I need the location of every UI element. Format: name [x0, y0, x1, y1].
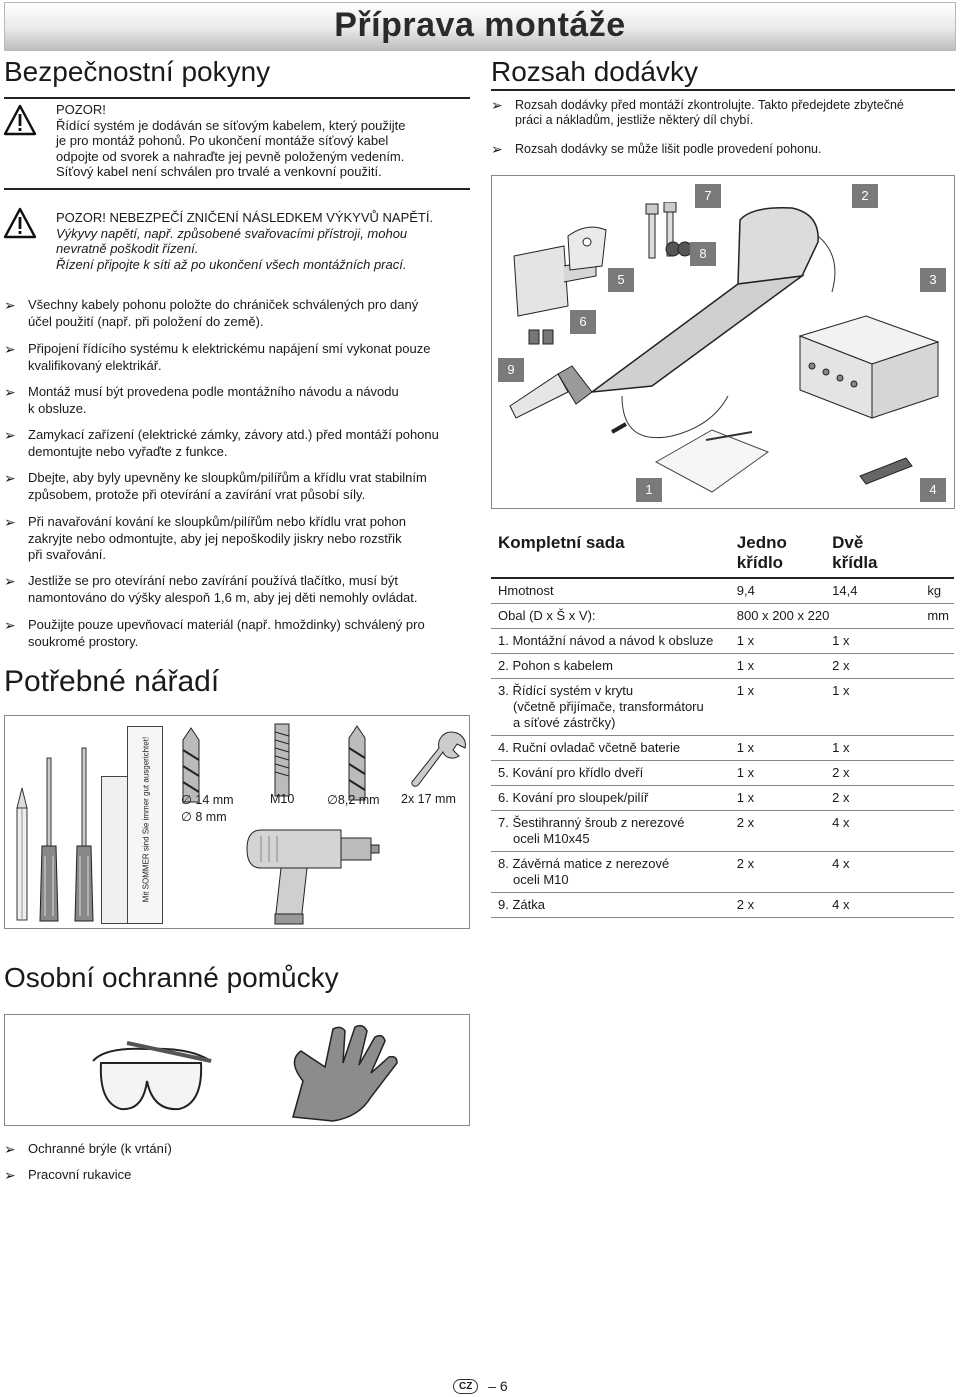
safety-glasses-icon [87, 1033, 217, 1119]
drill-size-1: ∅ 14 mm [181, 793, 234, 807]
arrow-icon: ➢ [491, 97, 503, 113]
manual-icon [652, 422, 772, 498]
kit-unit-cell: mm [920, 604, 954, 629]
delivery-figure [491, 175, 955, 509]
warning-line: je pro montáž pohonů. Po ukončení montáže síťový kabel [56, 133, 389, 148]
power-drill-icon [241, 816, 381, 928]
warning-power-cable [56, 102, 406, 180]
kit-item-cell: 9. Zátka [491, 893, 730, 918]
warning-line: Síťový kabel není schválen pro trvalé a venkovní použití. [56, 164, 382, 179]
tap-size: M10 [270, 792, 295, 806]
kit-header-cell: Jedno křídlo [730, 533, 825, 578]
kit-item-cell: 1. Montážní návod a návod k obsluze [491, 629, 730, 654]
kit-unit-cell [920, 654, 954, 679]
warning-line: odpojte od svorek a nahraďte jej pevně položeným vedením. [56, 148, 405, 164]
control-box-icon [792, 306, 942, 426]
safety-bullet: ➢ Připojení řídícího systému k elektrickému napájení smí vykonat pouze kvalifikovaný elektrikář. [4, 341, 431, 373]
language-badge: CZ [453, 1379, 478, 1394]
kit-two-cell: 4 x [825, 893, 920, 918]
safety-bullet: ➢ Jestliže se pro otevírání nebo zavírání používá tlačítko, musí být namontováno do výšky alespoň 1,6 m, aby jej děti nemohly ovládat. [4, 573, 418, 605]
warning-line: POZOR! [56, 102, 106, 117]
work-glove-icon [273, 1021, 413, 1125]
arrow-icon: ➢ [4, 427, 16, 443]
kit-item-cell: 5. Kování pro křídlo dveří [491, 761, 730, 786]
kit-unit-cell [920, 852, 954, 893]
arrow-icon: ➢ [4, 341, 16, 357]
warning-line: Řízení připojte k síti až po ukončení všech montážních prací. [56, 256, 407, 272]
kit-header-cell: Dvě křídla [825, 533, 920, 578]
arrow-icon: ➢ [4, 1141, 16, 1157]
kit-one-cell: 1 x [730, 786, 825, 811]
warning-line: POZOR! NEBEZPEČÍ ZNIČENÍ NÁSLEDKEM VÝKYVŮ NAPĚTÍ. [56, 210, 434, 225]
safety-bullet: ➢ Při navařování kování ke sloupkům/pilířům nebo křídlu vrat pohon zakryjte nebo odmontujte, aby jej nepoškodily jiskry nebo rozstřik při svařování. [4, 514, 406, 562]
screwdriver-icon [69, 746, 99, 926]
warning-triangle-icon [3, 206, 37, 240]
table-row [491, 629, 954, 654]
kit-two-cell: 4 x [825, 811, 920, 852]
page-footer [453, 1378, 508, 1394]
part-label: 3 [920, 268, 946, 292]
gate-actuator-icon [502, 196, 842, 446]
arrow-icon: ➢ [4, 617, 16, 633]
kit-unit-cell [920, 786, 954, 811]
drill-size-2: ∅ 8 mm [181, 810, 227, 824]
wrench-size: 2x 17 mm [401, 792, 456, 806]
scope-bullet: ➢ Rozsah dodávky se může lišit podle provedení pohonu. [491, 141, 822, 157]
safety-bullet: ➢ Použijte pouze upevňovací materiál (např. hmoždinky) schválený pro soukromé prostory. [4, 617, 425, 649]
kit-one-cell: 1 x [730, 761, 825, 786]
kit-unit-cell [920, 679, 954, 736]
kit-item-cell: 6. Kování pro sloupek/pilíř [491, 786, 730, 811]
part-label: 6 [570, 310, 596, 334]
tap-icon [267, 722, 297, 798]
part-label: 7 [695, 184, 721, 208]
warning-line: Řídící systém je dodáván se síťovým kabelem, který použijte [56, 117, 406, 133]
table-row [491, 852, 954, 893]
kit-one-cell: 1 x [730, 629, 825, 654]
kit-unit-cell [920, 761, 954, 786]
wrench-icon [409, 728, 469, 792]
screwdriver-icon [35, 756, 63, 926]
kit-item-cell: Obal (D x Š x V): [491, 604, 730, 629]
safety-bullet: ➢ Všechny kabely pohonu položte do chrániček schválených pro daný účel použití (např. při položení do země). [4, 297, 419, 329]
kit-unit-cell [920, 736, 954, 761]
table-row [491, 761, 954, 786]
ppe-bullet: ➢ Pracovní rukavice [4, 1167, 132, 1183]
tools-box [4, 715, 470, 929]
kit-one-cell: 2 x [730, 893, 825, 918]
arrow-icon: ➢ [491, 141, 503, 157]
safety-rule-2 [4, 188, 470, 190]
arrow-icon: ➢ [4, 1167, 16, 1183]
table-row [491, 811, 954, 852]
kit-item-cell: 7. Šestihranný šroub z nerezové oceli M10x45 [491, 811, 730, 852]
warning-line: Výkyvy napětí, např. způsobené svařovacími přístroji, mohou [56, 225, 408, 241]
scope-rule [491, 89, 955, 91]
folding-ruler-icon [127, 726, 163, 924]
table-row [491, 893, 954, 918]
kit-two-cell: 1 x [825, 679, 920, 736]
kit-two-cell: 2 x [825, 761, 920, 786]
table-row [491, 736, 954, 761]
folding-ruler-icon [101, 776, 129, 924]
tools-title: Potřebné nářadí [4, 665, 220, 698]
drill-size-3: ∅8,2 mm [327, 793, 380, 807]
drill-bit-icon [341, 724, 373, 802]
kit-header-row [491, 533, 954, 578]
ruler-text: Mit SOMMER sind Sie immer gut ausgerichtet! [141, 736, 151, 903]
warning-voltage [56, 210, 433, 272]
table-row [491, 604, 954, 629]
kit-unit-cell [920, 629, 954, 654]
drill-sizes [181, 792, 234, 826]
safety-bullet: ➢ Zamykací zařízení (elektrické zámky, závory atd.) před montáží pohonu demontujte nebo vyřaďte z funkce. [4, 427, 439, 459]
part-label: 2 [852, 184, 878, 208]
warning-line: nevratně poškodit řízení. [56, 241, 199, 256]
kit-one-cell: 9,4 [730, 578, 825, 604]
table-row [491, 654, 954, 679]
remote-control-icon [856, 454, 916, 488]
safety-bullet: ➢ Dbejte, aby byly upevněny ke sloupkům/pilířům a křídlu vrat stabilním způsobem, protože při otevírání a zavírání vrat působí síly. [4, 470, 427, 502]
kit-two-cell: 4 x [825, 852, 920, 893]
kit-two-cell: 1 x [825, 736, 920, 761]
part-label: 8 [690, 242, 716, 266]
arrow-icon: ➢ [4, 384, 16, 400]
ppe-title: Osobní ochranné pomůcky [4, 962, 339, 993]
kit-two-cell: 14,4 [825, 578, 920, 604]
kit-one-cell: 1 x [730, 654, 825, 679]
kit-one-cell: 2 x [730, 811, 825, 852]
ppe-bullet: ➢ Ochranné brýle (k vrtání) [4, 1141, 172, 1157]
kit-header-cell: Kompletní sada [491, 533, 730, 578]
kit-item-cell: Hmotnost [491, 578, 730, 604]
kit-one-cell: 800 x 200 x 220 [730, 604, 921, 629]
arrow-icon: ➢ [4, 470, 16, 486]
page-number: – 6 [488, 1378, 508, 1394]
part-label: 1 [636, 478, 662, 502]
safety-title: Bezpečnostní pokyny [4, 56, 271, 87]
table-row [491, 786, 954, 811]
kit-item-cell: 4. Ruční ovladač včetně baterie [491, 736, 730, 761]
kit-unit-cell [920, 811, 954, 852]
kit-one-cell: 1 x [730, 679, 825, 736]
kit-header-cell [920, 533, 954, 578]
part-label: 5 [608, 268, 634, 292]
pencil-icon [11, 786, 33, 926]
warning-triangle-icon [3, 103, 37, 137]
arrow-icon: ➢ [4, 573, 16, 589]
kit-item-cell: 8. Závěrná matice z nerezové oceli M10 [491, 852, 730, 893]
arrow-icon: ➢ [4, 514, 16, 530]
safety-bullet: ➢ Montáž musí být provedena podle montážního návodu a návodu k obsluze. [4, 384, 399, 416]
scope-bullet: ➢ Rozsah dodávky před montáží zkontrolujte. Takto předejdete zbytečné práci a nákladům, jestliže některý díl chybí. [491, 97, 904, 127]
kit-item-cell: 2. Pohon s kabelem [491, 654, 730, 679]
arrow-icon: ➢ [4, 297, 16, 313]
ppe-box [4, 1014, 470, 1126]
table-row [491, 679, 954, 736]
kit-table [491, 533, 954, 918]
kit-unit-cell: kg [920, 578, 954, 604]
kit-item-cell: 3. Řídící systém v krytu (včetně přijímače, transformátoru a síťové zástrčky) [491, 679, 730, 736]
part-label: 4 [920, 478, 946, 502]
scope-title: Rozsah dodávky [491, 56, 699, 87]
safety-rule [4, 97, 470, 99]
table-row [491, 578, 954, 604]
kit-two-cell: 2 x [825, 786, 920, 811]
kit-one-cell: 1 x [730, 736, 825, 761]
page-title: Příprava montáže [334, 6, 626, 44]
kit-unit-cell [920, 893, 954, 918]
kit-two-cell: 2 x [825, 654, 920, 679]
kit-two-cell: 1 x [825, 629, 920, 654]
kit-body [491, 578, 954, 918]
part-label: 9 [498, 358, 524, 382]
kit-one-cell: 2 x [730, 852, 825, 893]
